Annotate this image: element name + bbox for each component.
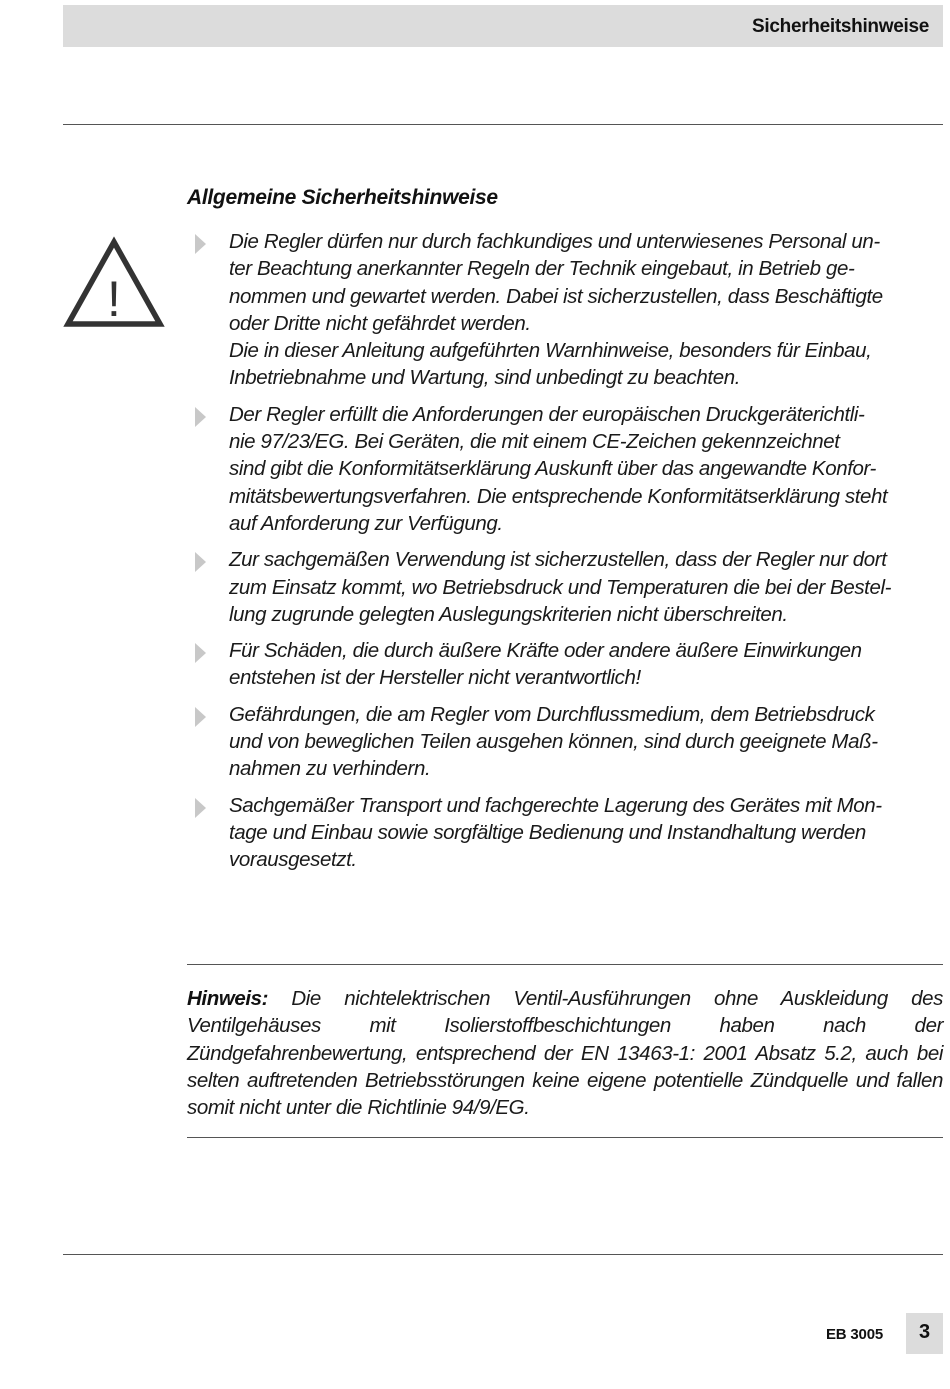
note-top-rule — [187, 964, 943, 965]
page-number-box — [906, 1313, 943, 1354]
list-item — [193, 792, 943, 874]
note-bottom-rule — [187, 1137, 943, 1138]
bullet-arrow-icon — [193, 551, 207, 573]
item-line: und von beweglichen Teilen ausgehen können, sind durch geeignete Maß- — [229, 730, 878, 754]
svg-text:!: ! — [107, 271, 121, 327]
list-item — [193, 401, 943, 537]
bottom-rule — [63, 1254, 943, 1255]
list-item — [193, 637, 943, 692]
top-rule — [63, 124, 943, 125]
bullet-arrow-icon — [193, 406, 207, 428]
item-line: Für Schäden, die durch äußere Kräfte oder andere äußere Einwirkungen — [229, 639, 862, 663]
item-line: Zur sachgemäßen Verwendung ist sicherzustellen, dass der Regler nur dort — [229, 548, 887, 572]
page-number: 3 — [918, 1321, 931, 1343]
item-line: sind gibt die Konformitätserklärung Auskunft über das angewandte Konfor- — [229, 457, 876, 481]
item-line: Gefährdungen, die am Regler vom Durchflussmedium, dem Betriebsdruck — [229, 702, 875, 726]
item-line: auf Anforderung zur Verfügung. — [229, 511, 503, 535]
section-heading: Allgemeine Sicherheitshinweise — [187, 186, 498, 209]
header-bar — [63, 5, 943, 47]
item-line: Die in dieser Anleitung aufgeführten Warnhinweise, besonders für Einbau, — [229, 339, 872, 363]
item-line: Sachgemäßer Transport und fachgerechte Lagerung des Gerätes mit Mon- — [229, 793, 882, 817]
item-line: Inbetriebnahme und Wartung, sind unbedingt zu beachten. — [229, 366, 741, 390]
safety-instructions-list — [193, 228, 943, 883]
note-text: Die nichtelektrischen Ventil-Ausführungen ohne Auskleidung des Ventilgehäuses mit Isolierstoffbeschichtungen haben nach der Zündgefahrenbewertung, entsprechend der EN 13463-1: 2001 Absatz 5.2, auch bei selten auftretenden Betriebsstörungen keine eigene potentielle Zündquelle und fallen somit nicht unter die Richtlinie 94/9/EG. — [187, 987, 943, 1120]
item-line: ter Beachtung anerkannter Regeln der Technik eingebaut, in Betrieb ge- — [229, 257, 855, 281]
item-line: mitätsbewertungsverfahren. Die entsprechende Konformitätserklärung steht — [229, 484, 888, 508]
note-label: Hinweis: — [187, 987, 269, 1010]
item-line: nahmen zu verhindern. — [229, 757, 431, 781]
warning-triangle-icon — [63, 236, 165, 328]
bullet-arrow-icon — [193, 642, 207, 664]
item-line: zum Einsatz kommt, wo Betriebsdruck und Temperaturen die bei der Bestel- — [229, 575, 892, 599]
item-line: Die Regler dürfen nur durch fachkundiges und unterwiesenes Personal un- — [229, 230, 880, 253]
item-line: nie 97/23/EG. Bei Geräten, die mit einem CE-Zeichen gekennzeichnet — [229, 430, 840, 454]
bullet-arrow-icon — [193, 706, 207, 728]
item-line: vorausgesetzt. — [229, 848, 357, 872]
note-block — [187, 985, 943, 1121]
item-line: nommen und gewartet werden. Dabei ist sicherzustellen, dass Beschäftigte — [229, 284, 883, 308]
item-line: Der Regler erfüllt die Anforderungen der europäischen Druckgeräterichtli- — [229, 402, 865, 426]
item-line: oder Dritte nicht gefährdet werden. — [229, 311, 531, 335]
item-line: tage und Einbau sowie sorgfältige Bedienung und Instandhaltung werden — [229, 820, 866, 844]
item-line: entstehen ist der Hersteller nicht verantwortlich! — [229, 666, 641, 690]
document-id: EB 3005 — [826, 1326, 883, 1343]
list-item — [193, 546, 943, 628]
list-item — [193, 228, 943, 392]
item-line: lung zugrunde gelegten Auslegungskriterien nicht überschreiten. — [229, 602, 788, 626]
page-header-title: Sicherheitshinweise — [752, 16, 929, 37]
bullet-arrow-icon — [193, 233, 207, 255]
bullet-arrow-icon — [193, 797, 207, 819]
list-item — [193, 701, 943, 783]
